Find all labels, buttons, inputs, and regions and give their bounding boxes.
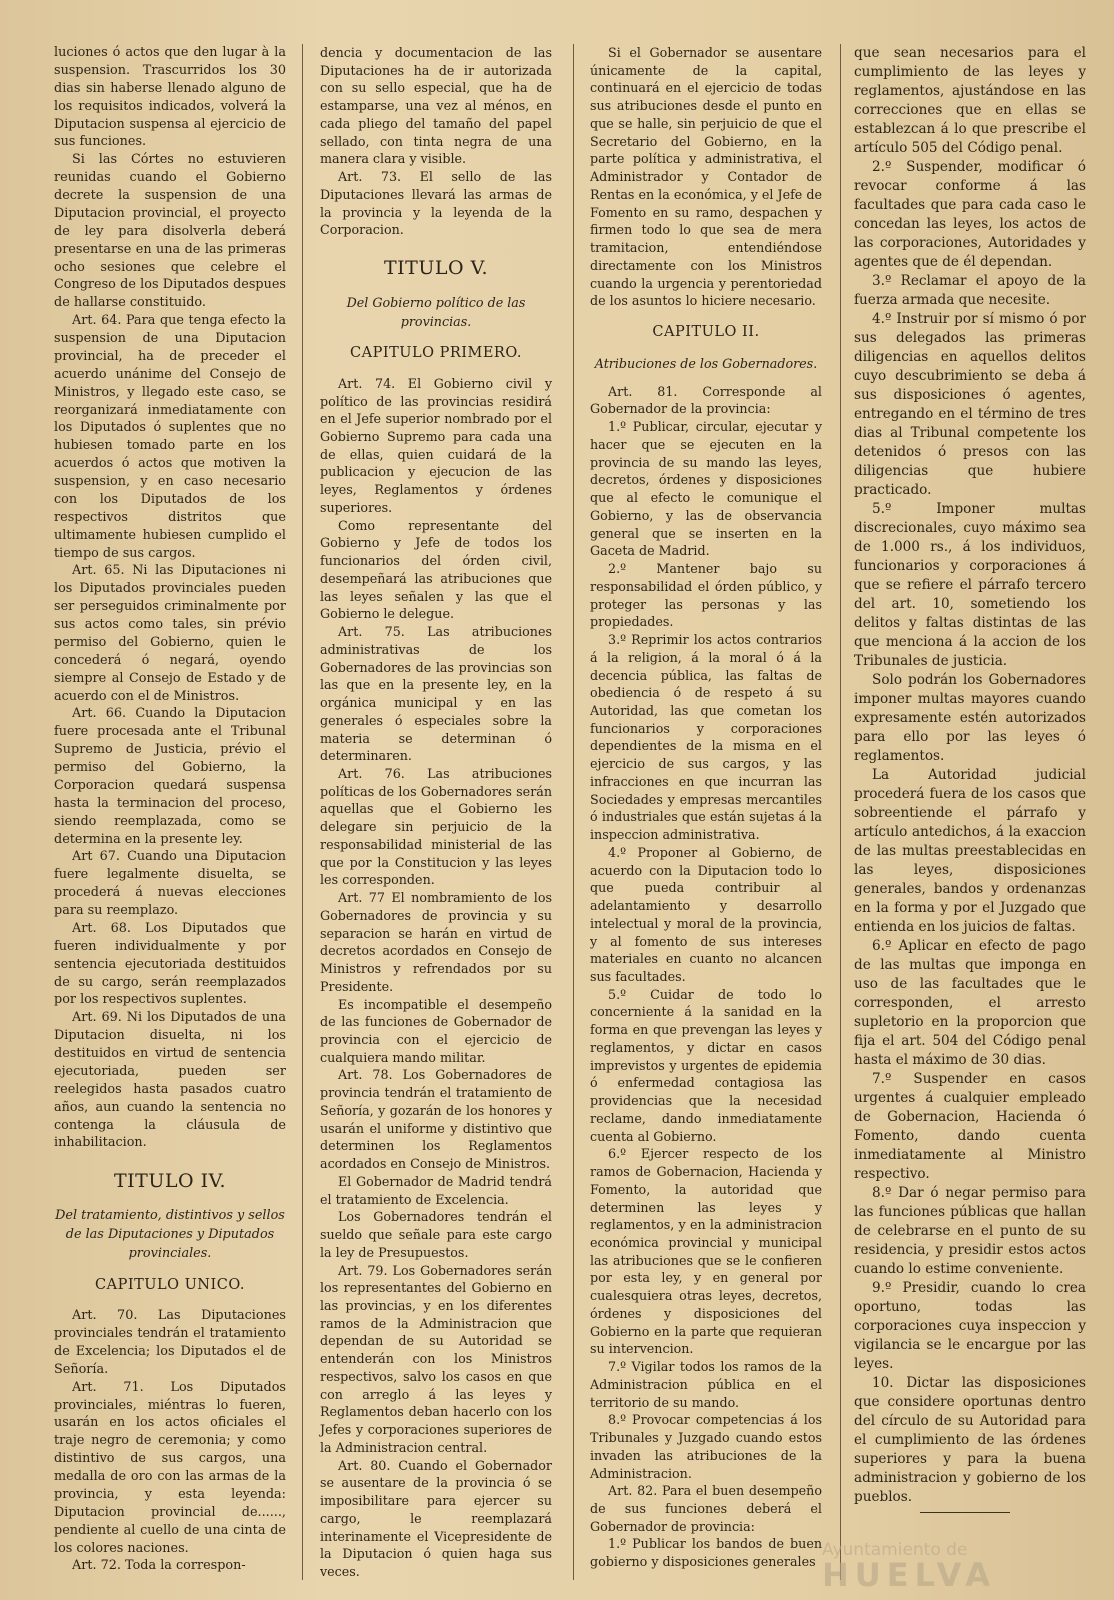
end-rule xyxy=(920,1512,1010,1513)
section-title: TITULO V. xyxy=(383,257,489,280)
paragraph: 5.º Imponer multas discrecionales, cuyo máximo sea de 1.000 rs., á los individuos, funcionarios y corporaciones á que se refiere el párrafo tercero del art. 10, sometiendo los delitos y faltas distintas de las que menciona á la accion de los Tribunales de justicia. xyxy=(854,501,1086,669)
paragraph: La Autoridad judicial procederá fuera de los casos que sobreentiende el párrafo y artículo antedichos, á la exaccion de las multas preestablecidas en las leyes, disposiciones generales, bandos y ordenanzas en la forma y por el Juzgado que entienda en los juicios de faltas. xyxy=(854,767,1086,935)
section-subtitle: Atribuciones de los Gobernadores. xyxy=(594,355,818,371)
paragraph: Art. 81. Corresponde al Gobernador de la provincia: xyxy=(590,383,822,417)
paragraph: dencia y documentacion de las Diputaciones ha de ir autorizada con su sello especial, que ha de estamparse, una vez al ménos, en cada pliego del tamaño del papel sellado, con tinta negra de una manera clara y visible. xyxy=(320,45,552,167)
paragraph: Art. 69. Ni los Diputados de una Diputacion disuelta, ni los destituidos en virtud de sentencia ejecutoriada, pueden ser reelegidos hasta pasados cuatro años, aun cuando la sentencia no contenga la cláusula de inhabilitacion. xyxy=(54,1010,286,1151)
paragraph: luciones ó actos que den lugar à la suspension. Trascurridos los 30 dias sin haberse llenado alguno de los requisitos indicados, volverá la Diputacion suspensa al ejercicio de sus funciones. xyxy=(54,45,286,150)
paragraph: 2.º Suspender, modificar ó revocar conforme á las facultades que para cada caso le concedan las leyes, los actos de las corporaciones, Autoridades y agentes que de él dependan. xyxy=(854,159,1086,270)
paragraph: 4.º Instruir por sí mismo ó por sus delegados las primeras diligencias en aquellos delitos cuyo descubrimiento se deba á sus disposiciones ó agentes, entregando en el término de tres dias al Tribunal competente los detenidos ó presos con las diligencias que hubiere practicado. xyxy=(854,311,1086,498)
paragraph: Art. 82. Para el buen desempeño de sus funciones deberá el Gobernador de provincia: xyxy=(590,1483,822,1534)
paragraph: Art. 64. Para que tenga efecto la suspension de una Diputacion provincial, ha de preceder el acuerdo unánime del Consejo de Ministros, y llegado este caso, se reorganizará inmediatamente con los Diputados ó suplentes que no hubiesen tomado parte en los acuerdos ó actos que motiven la suspension, y en caso necesario con los Diputados de los respectivos distritos que ultimamente hubiesen cumplido el tiempo de sus cargos. xyxy=(54,313,286,561)
paragraph: Art. 65. Ni las Diputaciones ni los Diputados provinciales pueden ser perseguidos criminalmente por sus actos como tales, sin prévio permiso del Gobierno, quien le concederá ó negará, oyendo siempre al Consejo de Estado y de acuerdo con el de Ministros. xyxy=(54,563,286,704)
column-rule xyxy=(840,44,841,1580)
paragraph: 1.º Publicar, circular, ejecutar y hacer que se ejecuten en la provincia de su mando las leyes, decretos, órdenes y disposiciones que al efecto le comunique el Gobierno, y las de observancia general que se inserten en la Gaceta de Madrid. xyxy=(590,419,822,559)
paragraph: 3.º Reclamar el apoyo de la fuerza armada que necesite. xyxy=(854,273,1086,308)
paragraph: 9.º Presidir, cuando lo crea oportuno, todas las corporaciones cuya inspeccion y vigilancia se le encargue por las leyes. xyxy=(854,1280,1086,1372)
paragraph: 7.º Suspender en casos urgentes á cualquier empleado de Gobernacion, Hacienda ó Fomento, dando cuenta inmediatamente al Ministro respectivo. xyxy=(854,1071,1086,1182)
paragraph: Art 67. Cuando una Diputacion fuere legalmente disuelta, se procederá á nuevas elecciones para su reemplazo. xyxy=(54,849,286,918)
paragraph: Art. 70. Las Diputaciones provinciales tendrán el tratamiento de Excelencia; los Diputados el de Señoría. xyxy=(54,1308,286,1377)
text-column-4 xyxy=(854,44,1086,1507)
paragraph: Si el Gobernador se ausentare únicamente de la capital, continuará en el ejercicio de todas sus atribuciones desde el punto en que se halle, sin perjuicio de que el Secretario del Gobierno, en la parte política y administrativa, el Administrador y Contador de Rentas en la económica, y el Jefe de Fomento en su ramo, despachen y firmen todo lo que sea de mera tramitacion, entendiéndose directamente con los Ministros cuando la urgencia y perentoriedad de los asuntos lo hiciere necesario. xyxy=(590,45,822,309)
paragraph: Si las Córtes no estuvieren reunidas cuando el Gobierno decrete la suspension de una Diputacion provincial, el proyecto de ley para disolverla deberá presentarse en una de las primeras ocho sesiones que celebre el Congreso de los Diputados despues de hallarse constituido. xyxy=(54,152,286,311)
paragraph: Art. 72. Toda la correspon- xyxy=(72,1558,246,1574)
watermark-logo xyxy=(822,1540,1092,1594)
section-subtitle: Del Gobierno político de las provincias. xyxy=(346,295,526,330)
paragraph: 1.º Publicar los bandos de buen gobierno y disposiciones generales xyxy=(590,1536,822,1570)
chapter-heading: CAPITULO PRIMERO. xyxy=(350,345,522,362)
paragraph: Art. 74. El Gobierno civil y político de las provincias residirá en el Jefe superior nombrado por el Gobierno Supremo para cada una de ellas, quien cuidará de la publicacion y ejecucion de las leyes, Reglamentos y órdenes superiores. xyxy=(320,375,552,515)
paragraph: Como representante del Gobierno y Jefe de todos los funcionarios del órden civil, desempeñará las atribuciones que las leyes señalen y las que el Gobierno le delegue. xyxy=(320,517,552,622)
paragraph: Art. 66. Cuando la Diputacion fuere procesada ante el Tribunal Supremo de Justicia, prévio el permiso del Gobierno, la Corporacion quedará suspensa hasta la terminacion del proceso, siendo reemplazada, como se determina en la presente ley. xyxy=(54,706,286,847)
paragraph: Art. 80. Cuando el Gobernador se ausentare de la provincia ó se imposibilitare para ejercer su cargo, le reemplazará interinamente el Vicepresidente de la Diputacion ó quien haga sus veces. xyxy=(320,1457,552,1580)
watermark-line2: HUELVA xyxy=(822,1556,996,1594)
section-title: TITULO IV. xyxy=(113,1170,227,1193)
paragraph: Es incompatible el desempeño de las funciones de Gobernador de provincia con el ejercicio de cualquiera mando militar. xyxy=(320,996,552,1065)
paragraph: 2.º Mantener bajo su responsabilidad el órden público, y proteger las personas y las propiedades. xyxy=(590,561,822,630)
text-column-1 xyxy=(54,44,286,1575)
paragraph: Solo podrán los Gobernadores imponer multas mayores cuando expresamente estén autorizados para ello por las leyes ó reglamentos. xyxy=(854,672,1086,764)
paragraph: 7.º Vigilar todos los ramos de la Administracion pública en el territorio de su mando. xyxy=(590,1359,822,1410)
paragraph: Art. 68. Los Diputados que fueren individualmente y por sentencia ejecutoriada destituidos de su cargo, serán reemplazados por los respectivos suplentes. xyxy=(54,920,286,1008)
paragraph: Art. 76. Las atribuciones políticas de los Gobernadores serán aquellas que el Gobierno les delegare sin perjuicio de la responsabilidad ministerial de las que por la Constitucion y las leyes les corresponden. xyxy=(320,765,552,888)
paragraph: que sean necesarios para el cumplimiento de las leyes y reglamentos, ajustándose en las correcciones que en ellas se establezcan á lo que prescribe el artículo 505 del Código penal. xyxy=(854,45,1086,156)
paragraph: Los Gobernadores tendrán el sueldo que señale para este cargo la ley de Presupuestos. xyxy=(320,1209,552,1260)
paragraph: 4.º Proponer al Gobierno, de acuerdo con la Diputacion todo lo que pueda contribuir al adelantamiento y desarrollo intelectual y moral de la provincia, y al fomento de sus intereses materiales en cuanto no alcancen sus facultades. xyxy=(590,844,822,984)
paragraph: Art. 71. Los Diputados provinciales, miéntras lo fueren, usarán en los actos oficiales el traje negro de ceremonia; y como distintivo de sus cargos, una medalla de oro con las armas de la provincia, y esta leyenda: Diputacion provincial de......, pendiente al cuello de una cinta de los colores naciones. xyxy=(54,1379,286,1556)
chapter-heading: CAPITULO UNICO. xyxy=(95,1277,245,1294)
text-column-2 xyxy=(320,44,552,1581)
paragraph: 6.º Ejercer respecto de los ramos de Gobernacion, Hacienda y Fomento, la autoridad que determinen las leyes y reglamentos, y en la administracion económica provincial y municipal las atribuciones que se le confieren por esta ley, y en general por cualesquiera otras leyes, decretos, órdenes y disposiciones del Gobierno en la parte que requieran su intervencion. xyxy=(590,1146,822,1357)
paragraph: Art. 79. Los Gobernadores serán los representantes del Gobierno en las provincias, y en los diferentes ramos de la Administracion que dependan de su Autoridad se entenderán con los Ministros respectivos, salvo los casos en que con arreglo á las leyes y Reglamentos deban hacerlo con los Jefes y corporaciones superiores de la Administracion central. xyxy=(320,1262,552,1455)
watermark-line1: Ayuntamiento de xyxy=(822,1540,968,1560)
paragraph: Art. 75. Las atribuciones administrativas de los Gobernadores de las provincias son las que en la presente ley, en la orgánica municipal y en las generales ó especiales sobre la materia se determinan ó determinaren. xyxy=(320,624,552,764)
paragraph: 8.º Dar ó negar permiso para las funciones públicas que hallan de celebrarse en el punto de su residencia, y presidir estos actos cuando lo estime conveniente. xyxy=(854,1185,1086,1277)
paragraph: 5.º Cuidar de todo lo concerniente á la sanidad en la forma en que prevengan las leyes y reglamentos, y dictar en casos imprevistos y urgentes de epidemia ó enfermedad contagiosa las providencias que la necesidad reclame, dando inmediatamente cuenta al Gobierno. xyxy=(590,986,822,1144)
paragraph: 10. Dictar las disposiciones que considere oportunas dentro del círculo de su Autoridad para el cumplimiento de las órdenes superiores y para la buena administracion y gobierno de los pueblos. xyxy=(854,1375,1086,1505)
paragraph: 8.º Provocar competencias á los Tribunales y Juzgado cuando estos invaden las atribuciones de la Administracion. xyxy=(590,1412,822,1481)
paragraph: Art. 73. El sello de las Diputaciones llevará las armas de la provincia y la leyenda de la Corporacion. xyxy=(320,169,552,238)
section-subtitle: Del tratamiento, distintivos y sellos de las Diputaciones y Diputados provinciales. xyxy=(55,1208,285,1262)
paragraph: Art. 77 El nombramiento de los Gobernadores de provincia y su separacion se harán en virtud de decretos acordados en Consejo de Ministros y refrendados por su Presidente. xyxy=(320,890,552,994)
column-rule xyxy=(573,44,574,1580)
chapter-heading: CAPITULO II. xyxy=(652,324,760,341)
paragraph: 3.º Reprimir los actos contrarios á la religion, á la moral ó á la decencia pública, las faltas de obediencia ó de respeto á su Autoridad, las que cometan los funcionarios y corporaciones dependientes de la misma en el ejercicio de sus cargos, y las infracciones en que incurran las Sociedades y empresas mercantiles ó industriales que están sujetas á la inspeccion administrativa. xyxy=(590,632,822,843)
column-rule xyxy=(302,44,303,1580)
paragraph: El Gobernador de Madrid tendrá el tratamiento de Excelencia. xyxy=(320,1173,552,1207)
paragraph: Art. 78. Los Gobernadores de provincia tendrán el tratamiento de Señoría, y gozarán de los honores y usarán el uniforme y distintivo que determinen los Reglamentos acordados en Consejo de Ministros. xyxy=(320,1067,552,1172)
paragraph: 6.º Aplicar en efecto de pago de las multas que imponga en uso de las facultades que le corresponden, el arresto supletorio en la proporcion que fija el art. 504 del Código penal hasta el máximo de 30 dias. xyxy=(854,938,1086,1068)
text-column-3 xyxy=(590,44,822,1571)
